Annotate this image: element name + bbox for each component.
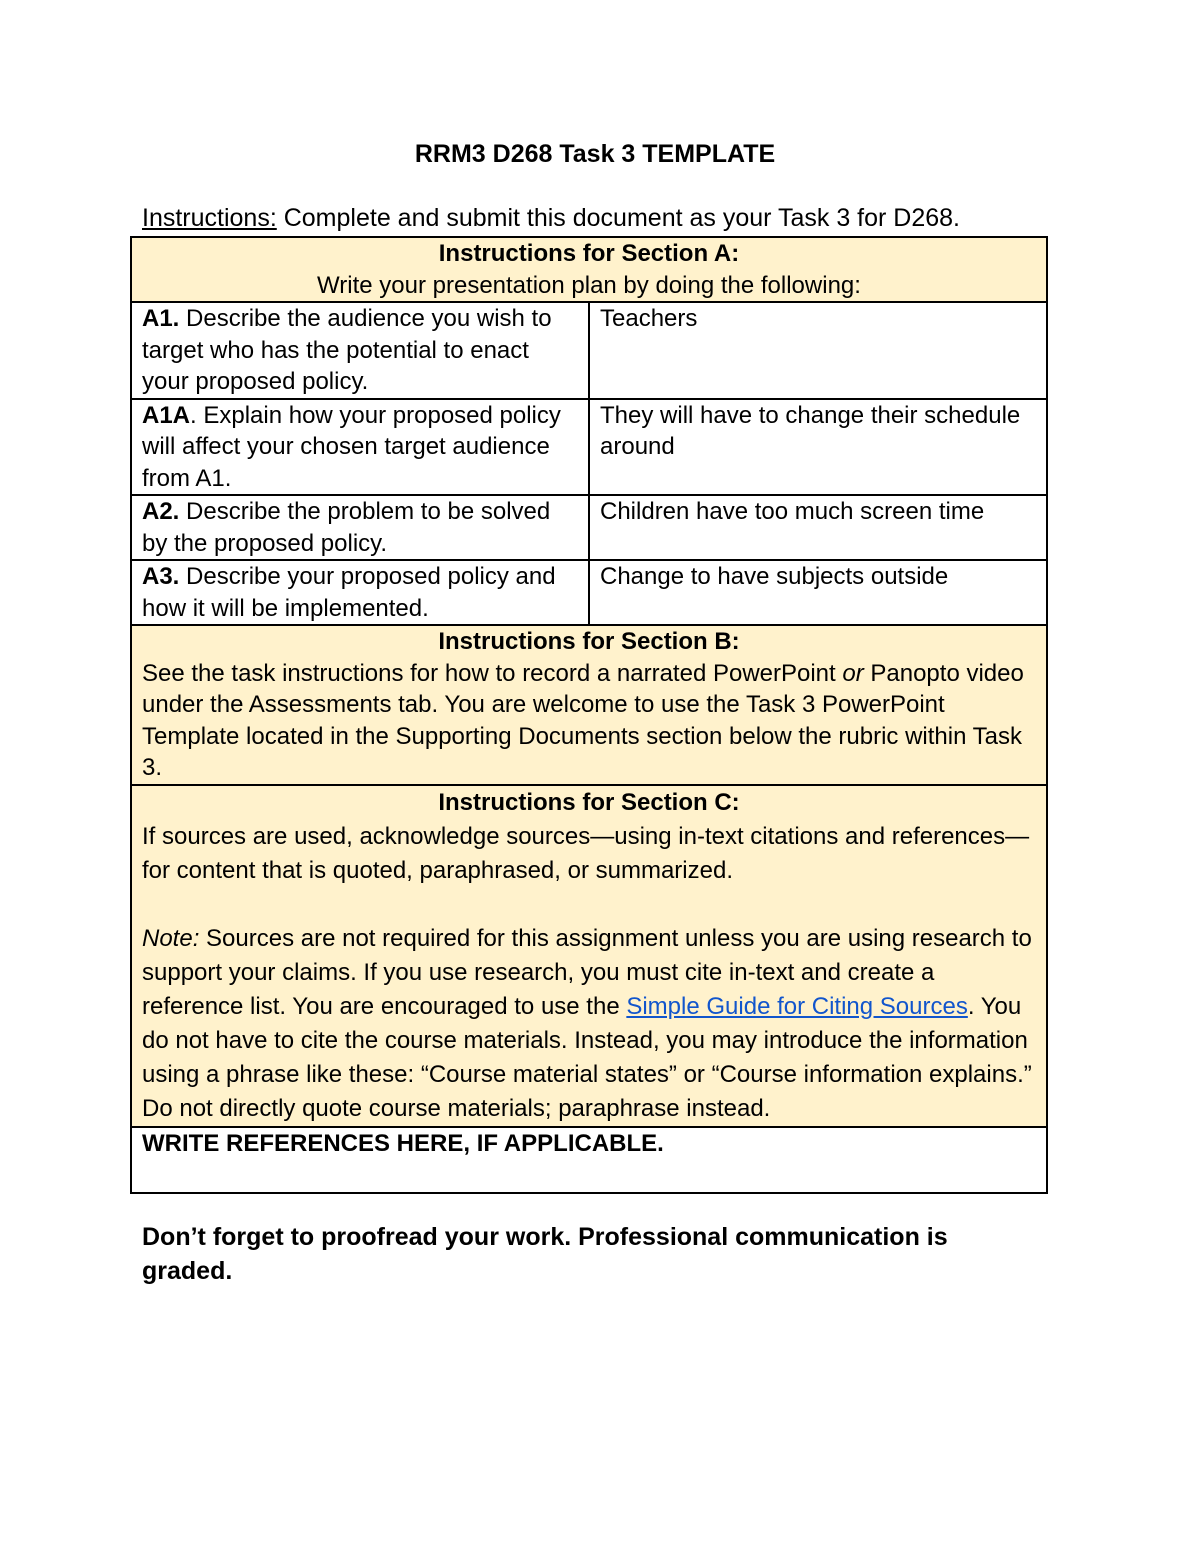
prompt-code: A3. [142, 563, 180, 590]
section-b-row [131, 625, 1047, 785]
references-heading: WRITE REFERENCES HERE, IF APPLICABLE. [142, 1129, 664, 1157]
prompt-cell-a1a [131, 399, 589, 496]
section-a-header-row [131, 237, 1047, 302]
prompt-code: A1. [142, 305, 180, 332]
intro-line [142, 204, 960, 233]
proofread-reminder: Don’t forget to proofread your work. Professional communication is graded. [142, 1223, 948, 1285]
paragraph-spacer [142, 888, 1036, 922]
intro-text: Complete and submit this document as your Task 3 for D268. [276, 204, 960, 232]
answer-cell-a3[interactable]: Change to have subjects outside [589, 560, 1047, 625]
prompt-text: Describe the audience you wish to target who has the potential to enact your proposed policy. [142, 305, 552, 395]
table-row-a1a [131, 399, 1047, 496]
table-row-a3 [131, 560, 1047, 625]
prompt-code: A2. [142, 498, 180, 525]
document-title: RRM3 D268 Task 3 TEMPLATE [414, 140, 776, 168]
references-row [131, 1127, 1047, 1193]
section-c-heading: Instructions for Section C: [438, 788, 740, 816]
answer-cell-a1a[interactable]: They will have to change their schedule around [589, 399, 1047, 496]
template-table [130, 236, 1048, 1194]
prompt-cell-a1 [131, 302, 589, 399]
section-b-or: or [842, 659, 864, 687]
prompt-text: . Explain how your proposed policy will affect your chosen target audience from A1. [142, 401, 561, 492]
section-c-paragraph: If sources are used, acknowledge sources—using in-text citations and references—for content that is quoted, paraphrased, or summarized. [142, 822, 1030, 884]
references-cell[interactable] [131, 1127, 1047, 1193]
section-c-row [131, 785, 1047, 1127]
note-text-2: . You do not have to cite the course materials. Instead, you may introduce the information using a phrase like these: “Course material states” or “Course information explains.” Do not directly quote course materials; paraphrase instead. [142, 992, 1032, 1122]
prompt-text: Describe your proposed policy and how it will be implemented. [142, 563, 556, 622]
answer-cell-a2[interactable]: Children have too much screen time [589, 495, 1047, 560]
section-a-heading: Instructions for Section A: [438, 240, 740, 267]
note-label: Note: [142, 924, 200, 952]
section-b-cell [131, 625, 1047, 785]
prompt-cell-a3 [131, 560, 589, 625]
table-row-a2 [131, 495, 1047, 560]
answer-cell-a1[interactable]: Teachers [589, 302, 1047, 399]
prompt-text: Describe the problem to be solved by the proposed policy. [142, 498, 551, 557]
intro-label: Instructions: [142, 204, 277, 232]
section-a-header [131, 237, 1047, 302]
section-b-text-2: Panopto video under the Assessments tab. You are welcome to use the Task 3 PowerPoint Template located in the Supporting Documents section below the rubric within Task 3. [142, 659, 1024, 781]
section-b-text-1: See the task instructions for how to record a narrated PowerPoint [142, 659, 843, 687]
section-c-cell [131, 785, 1047, 1127]
prompt-cell-a2 [131, 495, 589, 560]
citing-guide-link[interactable]: Simple Guide for Citing Sources [626, 992, 968, 1020]
prompt-code: A1A [142, 401, 191, 429]
note-text-1: Sources are not required for this assignment unless you are using research to support your claims. If you use research, you must cite in-text and create a reference list. You are encouraged to use the [142, 924, 1032, 1020]
section-b-heading: Instructions for Section B: [438, 628, 740, 655]
section-a-subheading: Write your presentation plan by doing the following: [317, 271, 861, 299]
table-row-a1 [131, 302, 1047, 399]
